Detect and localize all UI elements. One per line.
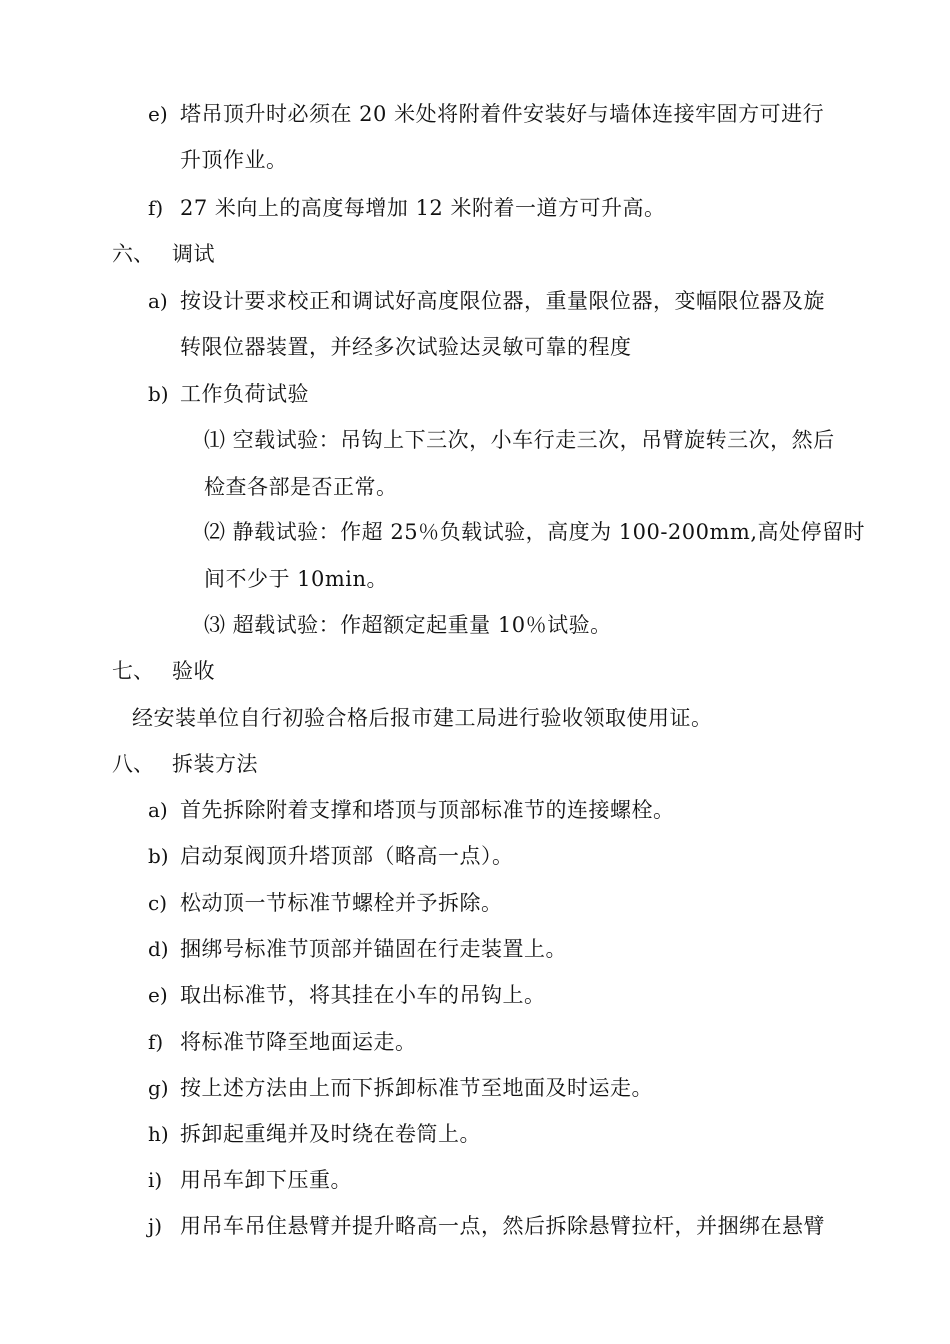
- list-item-text: 按上述方法由上而下拆卸标准节至地面及时运走。: [180, 1076, 653, 1100]
- list-marker: c): [148, 891, 168, 915]
- list-marker: f): [148, 196, 164, 220]
- sub-item-text: ⑴ 空载试验：吊钩上下三次，小车行走三次，吊臂旋转三次，然后: [204, 428, 835, 452]
- list-item-text: 将标准节降至地面运走。: [180, 1030, 417, 1054]
- sub-item-text: ⑵ 静载试验：作超 25％负载试验，高度为 100-200mm,高处停留时: [204, 520, 866, 544]
- list-marker: e): [148, 983, 168, 1007]
- list-marker: h): [148, 1122, 169, 1146]
- list-marker: e): [148, 102, 168, 126]
- list-marker: g): [148, 1076, 169, 1100]
- sub-item-text-cont: 检查各部是否正常。: [204, 475, 398, 499]
- list-marker: f): [148, 1030, 164, 1054]
- list-marker: b): [148, 382, 169, 406]
- list-item-text: 启动泵阀顶升塔顶部（略高一点）。: [180, 844, 514, 868]
- list-item-text: 捆绑号标准节顶部并锚固在行走装置上。: [180, 937, 567, 961]
- list-marker: d): [148, 937, 169, 961]
- section-number: 七、: [112, 659, 154, 683]
- list-item-text: 塔吊顶升时必须在 20 米处将附着件安装好与墙体连接牢固方可进行: [180, 102, 825, 126]
- list-marker: a): [148, 289, 168, 313]
- section-title: 验收: [172, 659, 215, 683]
- list-marker: b): [148, 844, 169, 868]
- section-number: 八、: [112, 752, 154, 776]
- list-marker: a): [148, 798, 168, 822]
- paragraph-text: 经安装单位自行初验合格后报市建工局进行验收领取使用证。: [132, 706, 713, 730]
- list-item-text: 用吊车卸下压重。: [180, 1168, 352, 1192]
- list-item-text-cont: 转限位器装置，并经多次试验达灵敏可靠的程度: [180, 335, 632, 359]
- list-item-text: 松动顶一节标准节螺栓并予拆除。: [180, 891, 503, 915]
- list-marker: i): [148, 1168, 163, 1192]
- list-item-text: 工作负荷试验: [180, 382, 309, 406]
- list-marker: j): [148, 1214, 163, 1238]
- list-item-text: 用吊车吊住悬臂并提升略高一点，然后拆除悬臂拉杆，并捆绑在悬臂: [180, 1214, 825, 1238]
- section-number: 六、: [112, 242, 154, 266]
- list-item-text: 拆卸起重绳并及时绕在卷筒上。: [180, 1122, 481, 1146]
- list-item-text: 按设计要求校正和调试好高度限位器，重量限位器，变幅限位器及旋: [180, 289, 825, 313]
- sub-item-text-cont: 间不少于 10min。: [204, 567, 389, 591]
- section-title: 拆装方法: [172, 752, 258, 776]
- list-item-text: 取出标准节，将其挂在小车的吊钩上。: [180, 983, 546, 1007]
- list-item-text: 27 米向上的高度每增加 12 米附着一道方可升高。: [180, 196, 666, 220]
- section-title: 调试: [172, 242, 215, 266]
- list-item-text: 首先拆除附着支撑和塔顶与顶部标准节的连接螺栓。: [180, 798, 675, 822]
- list-item-text-cont: 升顶作业。: [180, 148, 288, 172]
- sub-item-text: ⑶ 超载试验：作超额定起重量 10％试验。: [204, 613, 612, 637]
